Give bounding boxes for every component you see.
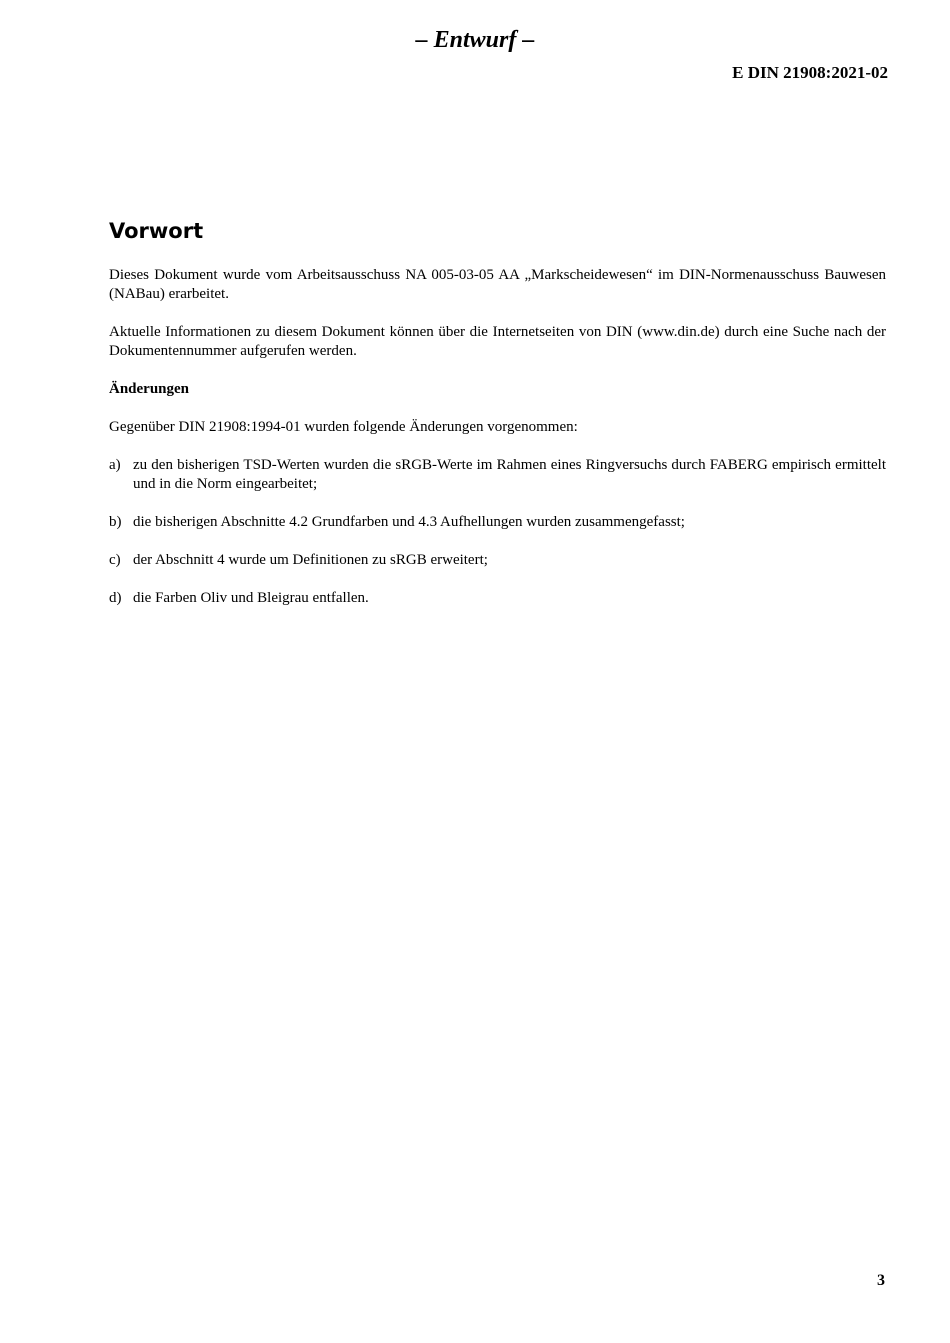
list-item-text: die Farben Oliv und Bleigrau entfallen.	[133, 590, 369, 606]
list-item	[109, 589, 886, 608]
list-item-text: die bisherigen Abschnitte 4.2 Grundfarben und 4.3 Aufhellungen wurden zusammengefasst;	[133, 514, 685, 530]
changes-list	[109, 456, 886, 608]
list-item-text: der Abschnitt 4 wurde um Definitionen zu sRGB erweitert;	[133, 552, 488, 568]
page-content	[109, 216, 886, 627]
list-item-marker: b)	[109, 514, 122, 530]
page-number: 3	[877, 1272, 885, 1289]
foreword-paragraph-committee: Dieses Dokument wurde vom Arbeitsausschuss NA 005-03-05 AA „Markscheidewesen“ im DIN-Normenausschuss Bauwesen (NABau) erarbeitet.	[109, 267, 886, 302]
list-item-marker: d)	[109, 590, 122, 606]
section-title: Vorwort	[109, 219, 204, 243]
document-id: E DIN 21908:2021-02	[732, 63, 888, 82]
changes-intro: Gegenüber DIN 21908:1994-01 wurden folgende Änderungen vorgenommen:	[109, 419, 578, 435]
list-item-text: zu den bisherigen TSD-Werten wurden die sRGB-Werte im Rahmen eines Ringversuchs durch FABERG empirisch ermittelt und in die Norm eingearbeitet;	[133, 457, 886, 492]
list-item-marker: a)	[109, 457, 121, 473]
list-item	[109, 456, 886, 494]
draft-mark: – Entwurf –	[415, 27, 535, 53]
list-item-marker: c)	[109, 552, 121, 568]
changes-heading: Änderungen	[109, 381, 190, 397]
list-item	[109, 513, 886, 532]
foreword-paragraph-info: Aktuelle Informationen zu diesem Dokument können über die Internetseiten von DIN (www.din.de) durch eine Suche nach der Dokumentennummer aufgerufen werden.	[109, 324, 886, 359]
list-item	[109, 551, 886, 570]
